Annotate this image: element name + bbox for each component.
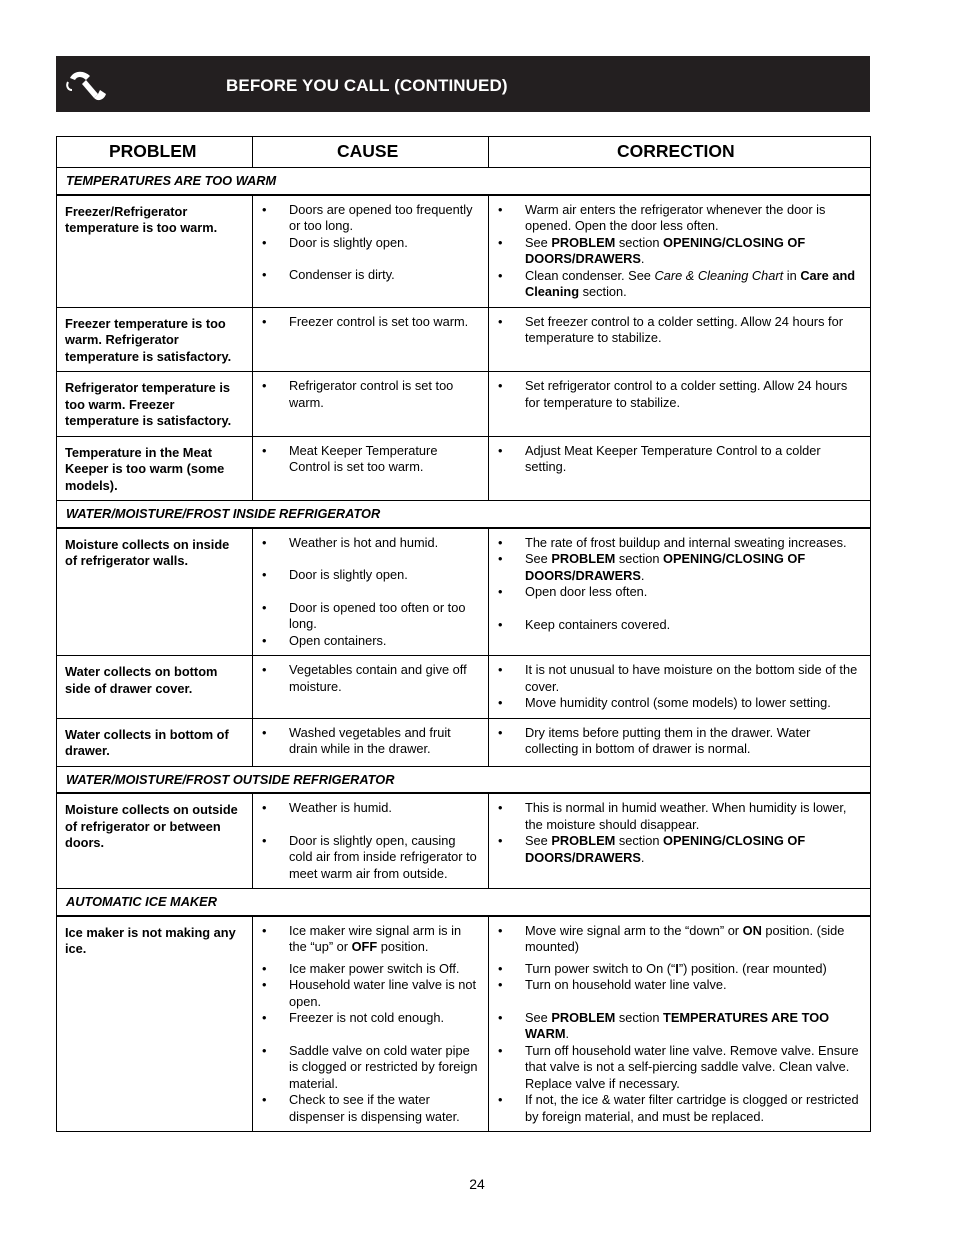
problem-cell: Ice maker is not making any ice. — [57, 916, 253, 1132]
list-item: • Freezer is not cold enough. — [253, 1010, 482, 1027]
list-item: • Vegetables contain and give off moisture. — [253, 662, 482, 695]
cause-cell — [253, 718, 489, 766]
list-item: • Warm air enters the refrigerator whenever the door is opened. Open the door less often. — [489, 202, 864, 235]
list-item: • The rate of frost buildup and internal sweating increases. — [489, 535, 864, 552]
correction-cell — [489, 656, 871, 719]
problem-cell: Refrigerator temperature is too warm. Freezer temperature is satisfactory. — [57, 372, 253, 437]
table-row — [57, 195, 871, 308]
problem-cell: Moisture collects on outside of refrigerator or between doors. — [57, 793, 253, 889]
troubleshooting-table — [56, 136, 871, 1132]
cause-cell — [253, 656, 489, 719]
section-row — [57, 168, 871, 195]
list-item: • Washed vegetables and fruit drain while in the drawer. — [253, 725, 482, 758]
correction-cell — [489, 436, 871, 501]
list-item: • Turn off household water line valve. Remove valve. Ensure that valve is not a self-piercing saddle valve. Clean valve. Replace valve if necessary. — [489, 1043, 864, 1093]
list-item: • Household water line valve is not open. — [253, 977, 482, 1010]
table-row — [57, 528, 871, 656]
correction-cell — [489, 195, 871, 308]
cause-cell — [253, 195, 489, 308]
problem-cell: Freezer temperature is too warm. Refrigerator temperature is satisfactory. — [57, 307, 253, 372]
list-item: • Doors are opened too frequently or too long. — [253, 202, 482, 235]
list-item: • Turn power switch to On (“I”) position. (rear mounted) — [489, 961, 864, 978]
list-item: • Check to see if the water dispenser is dispensing water. — [253, 1092, 482, 1125]
column-header-correction: CORRECTION — [489, 137, 871, 168]
correction-cell — [489, 372, 871, 437]
cause-cell — [253, 372, 489, 437]
problem-cell: Temperature in the Meat Keeper is too warm (some models). — [57, 436, 253, 501]
list-item: • It is not unusual to have moisture on the bottom side of the cover. — [489, 662, 864, 695]
list-item: • Dry items before putting them in the drawer. Water collecting in bottom of drawer is normal. — [489, 725, 864, 758]
cause-cell — [253, 793, 489, 889]
list-item: • Ice maker wire signal arm is in the “up” or OFF position. — [253, 923, 482, 956]
section-row — [57, 889, 871, 916]
list-item: • Open containers. — [253, 633, 482, 650]
list-item: • Door is slightly open, causing cold air from inside refrigerator to meet warm air from outside. — [253, 833, 482, 883]
list-item: • This is normal in humid weather. When humidity is lower, the moisture should disappear. — [489, 800, 864, 833]
list-item: • Ice maker power switch is Off. — [253, 961, 482, 978]
list-item: • Freezer control is set too warm. — [253, 314, 482, 331]
list-item: • See PROBLEM section OPENING/CLOSING OF DOORS/DRAWERS. — [489, 235, 864, 268]
table-row — [57, 656, 871, 719]
column-header-cause: CAUSE — [253, 137, 489, 168]
list-item: • Meat Keeper Temperature Control is set too warm. — [253, 443, 482, 476]
list-item: • Set freezer control to a colder setting. Allow 24 hours for temperature to stabilize. — [489, 314, 864, 347]
list-item: • Door is opened too often or too long. — [253, 600, 482, 633]
table-row — [57, 718, 871, 766]
correction-cell — [489, 528, 871, 656]
list-item: • See PROBLEM section OPENING/CLOSING OF DOORS/DRAWERS. — [489, 551, 864, 584]
list-item: • Turn on household water line valve. — [489, 977, 864, 994]
cause-cell — [253, 528, 489, 656]
table-row — [57, 436, 871, 501]
list-item: • See PROBLEM section OPENING/CLOSING OF DOORS/DRAWERS. — [489, 833, 864, 866]
cause-cell — [253, 307, 489, 372]
column-header-problem: PROBLEM — [57, 137, 253, 168]
cause-cell — [253, 436, 489, 501]
problem-cell: Water collects in bottom of drawer. — [57, 718, 253, 766]
list-item: • Adjust Meat Keeper Temperature Control to a colder setting. — [489, 443, 864, 476]
section-row — [57, 501, 871, 528]
list-item: • Saddle valve on cold water pipe is clogged or restricted by foreign material. — [253, 1043, 482, 1093]
cause-cell — [253, 916, 489, 1132]
section-banner — [56, 56, 870, 112]
page-title: BEFORE YOU CALL (CONTINUED) — [226, 76, 508, 95]
section-row — [57, 766, 871, 793]
list-item: • If not, the ice & water filter cartridge is clogged or restricted by foreign material, and must be replaced. — [489, 1092, 864, 1125]
correction-cell — [489, 718, 871, 766]
list-item: • Keep containers covered. — [489, 617, 864, 634]
table-header-row — [57, 137, 871, 168]
table-row — [57, 372, 871, 437]
correction-cell — [489, 916, 871, 1132]
list-item: • Clean condenser. See Care & Cleaning Chart in Care and Cleaning section. — [489, 268, 864, 301]
list-item: • Move wire signal arm to the “down” or ON position. (side mounted) — [489, 923, 864, 956]
list-item: • Door is slightly open. — [253, 567, 482, 584]
list-item: • Weather is hot and humid. — [253, 535, 482, 552]
correction-cell — [489, 307, 871, 372]
correction-cell — [489, 793, 871, 889]
list-item: • Open door less often. — [489, 584, 864, 601]
problem-cell: Moisture collects on inside of refrigerator walls. — [57, 528, 253, 656]
section-title: TEMPERATURES ARE TOO WARM — [57, 168, 871, 195]
section-title: WATER/MOISTURE/FROST OUTSIDE REFRIGERATOR — [57, 766, 871, 793]
list-item: • Move humidity control (some models) to lower setting. — [489, 695, 864, 712]
table-row — [57, 916, 871, 1132]
problem-cell: Freezer/Refrigerator temperature is too warm. — [57, 195, 253, 308]
list-item: • See PROBLEM section TEMPERATURES ARE TOO WARM. — [489, 1010, 864, 1043]
list-item: • Condenser is dirty. — [253, 267, 482, 284]
problem-cell: Water collects on bottom side of drawer cover. — [57, 656, 253, 719]
section-title: WATER/MOISTURE/FROST INSIDE REFRIGERATOR — [57, 501, 871, 528]
list-item: • Set refrigerator control to a colder setting. Allow 24 hours for temperature to stabilize. — [489, 378, 864, 411]
table-row — [57, 307, 871, 372]
list-item: • Door is slightly open. — [253, 235, 482, 252]
list-item: • Refrigerator control is set too warm. — [253, 378, 482, 411]
list-item: • Weather is humid. — [253, 800, 482, 817]
table-row — [57, 793, 871, 889]
section-title: AUTOMATIC ICE MAKER — [57, 889, 871, 916]
page-number: 24 — [469, 1176, 485, 1192]
